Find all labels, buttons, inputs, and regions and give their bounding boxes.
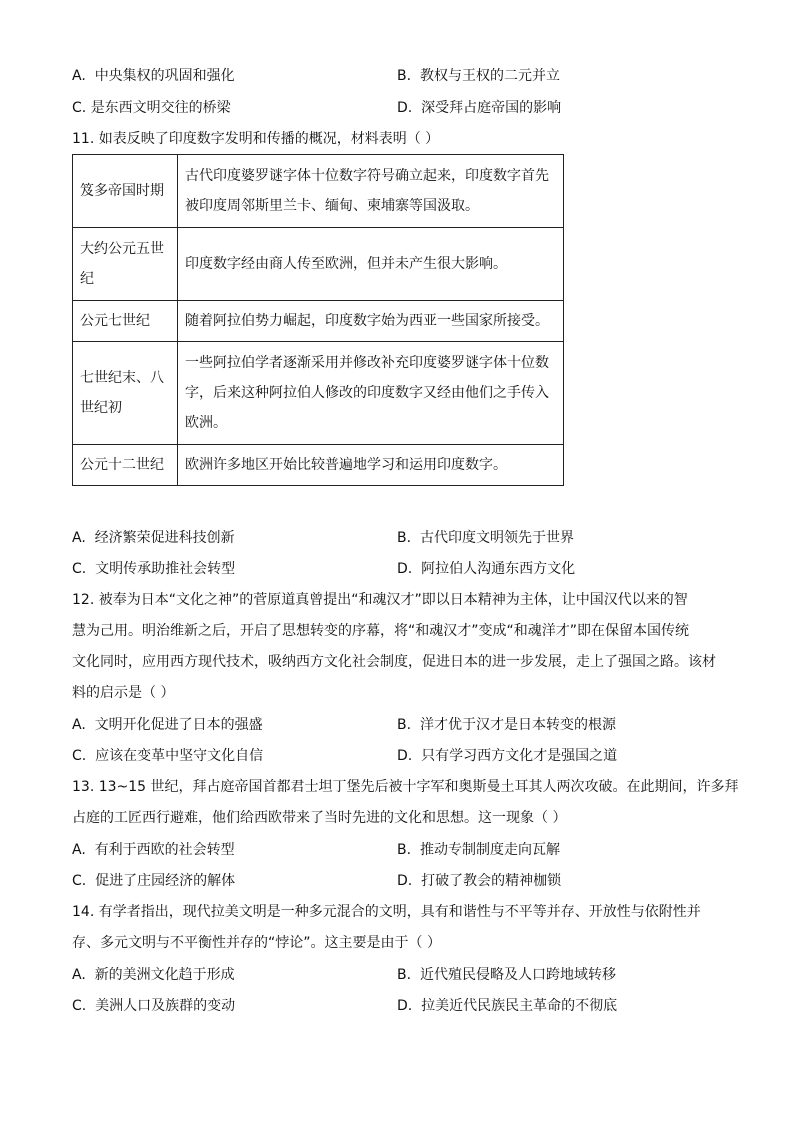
- era-cell: 公元十二世纪: [73, 445, 178, 486]
- q14-option-c: C. 美洲人口及族群的变动: [72, 998, 236, 1014]
- q11-option-d: D. 阿拉伯人沟通东西方文化: [397, 561, 576, 577]
- q14-option-b: B. 近代殖民侵略及人口跨地域转移: [397, 967, 616, 983]
- q12-option-c: C. 应该在变革中坚守文化自信: [72, 748, 264, 764]
- table-row: [73, 342, 564, 445]
- desc-cell: 一些阿拉伯学者逐渐采用并修改补充印度婆罗谜字体十位数字，后来这种阿拉伯人修改的印度数字又经由他们之手传入欧洲。: [178, 342, 564, 445]
- era-cell: 大约公元五世纪: [73, 228, 178, 301]
- desc-cell: 欧洲许多地区开始比较普遍地学习和运用印度数字。: [178, 445, 564, 486]
- era-cell: 七世纪末、八世纪初: [73, 342, 178, 445]
- q10-option-c: C. 是东西文明交往的桥梁: [72, 100, 231, 116]
- q14-option-row: [72, 965, 722, 985]
- q14-option-row: [72, 996, 722, 1016]
- q12-stem-line: 12. 被奉为日本“文化之神”的菅原道真曾提出“和魂汉才”即以日本精神为主体，让中国汉代以来的智: [72, 592, 688, 608]
- q11-option-a: A. 经济繁荣促进科技创新: [72, 530, 235, 546]
- q13-option-b: B. 推动专制制度走向瓦解: [397, 842, 560, 858]
- q13-stem-line: 占庭的工匠西行避难，他们给西欧带来了当时先进的文化和思想。这一现象（ ）: [72, 810, 567, 826]
- q13-option-a: A. 有利于西欧的社会转型: [72, 842, 235, 858]
- era-cell: 公元七世纪: [73, 301, 178, 342]
- desc-cell: 随着阿拉伯势力崛起，印度数字始为西亚一些国家所接受。: [178, 301, 564, 342]
- q10-option-row: [72, 66, 722, 86]
- table-row: [73, 445, 564, 486]
- q11-option-row: [72, 559, 722, 579]
- era-cell: 笈多帝国时期: [73, 155, 178, 228]
- table-row: [73, 228, 564, 301]
- q10-option-d: D. 深受拜占庭帝国的影响: [397, 100, 562, 116]
- q13-option-row: [72, 840, 722, 860]
- table-row: [73, 155, 564, 228]
- desc-cell: 古代印度婆罗谜字体十位数字符号确立起来，印度数字首先被印度周邻斯里兰卡、缅甸、柬埔寨等国汲取。: [178, 155, 564, 228]
- q10-option-a: A. 中央集权的巩固和强化: [72, 68, 235, 84]
- q11-option-b: B. 古代印度文明领先于世界: [397, 530, 574, 546]
- q11-option-c: C. 文明传承助推社会转型: [72, 561, 236, 577]
- q12-option-row: [72, 746, 722, 766]
- q10-option-b: B. 教权与王权的二元并立: [397, 68, 560, 84]
- q12-option-d: D. 只有学习西方文化才是强国之道: [397, 748, 618, 764]
- table-row: [73, 301, 564, 342]
- q13-stem-line: 13. 13~15 世纪，拜占庭帝国首都君士坦丁堡先后被十字军和奥斯曼土耳其人两次攻破。在此期间，许多拜: [72, 779, 739, 795]
- q14-stem-line: 14. 有学者指出，现代拉美文明是一种多元混合的文明，具有和谐性与不平等并存、开放性与依附性并: [72, 904, 701, 920]
- q13-option-c: C. 促进了庄园经济的解体: [72, 873, 236, 889]
- q12-stem-line: 文化同时，应用西方现代技术，吸纳西方文化社会制度，促进日本的进一步发展，走上了强国之路。该材: [72, 654, 716, 670]
- q14-option-a: A. 新的美洲文化趋于形成: [72, 967, 235, 983]
- q12-option-b: B. 洋才优于汉才是日本转变的根源: [397, 717, 616, 733]
- q10-option-row: [72, 98, 722, 118]
- q11-stem: 11. 如表反映了印度数字发明和传播的概况，材料表明（ ）: [72, 131, 440, 147]
- q11-option-row: [72, 528, 722, 548]
- desc-cell: 印度数字经由商人传至欧洲，但并未产生很大影响。: [178, 228, 564, 301]
- q11-table: [72, 154, 564, 486]
- q12-option-row: [72, 715, 722, 735]
- q12-option-a: A. 文明开化促进了日本的强盛: [72, 717, 263, 733]
- q13-option-row: [72, 871, 722, 891]
- q12-stem-line: 慧为己用。明治维新之后，开启了思想转变的序幕，将“和魂汉才”变成“和魂洋才”即在保留本国传统: [72, 623, 690, 639]
- q13-option-d: D. 打破了教会的精神枷锁: [397, 873, 562, 889]
- q12-stem-line: 料的启示是（ ）: [72, 685, 175, 701]
- q14-option-d: D. 拉美近代民族民主革命的不彻底: [397, 998, 618, 1014]
- q14-stem-line: 存、多元文明与不平衡性并存的“悖论”。这主要是由于（ ）: [72, 935, 441, 951]
